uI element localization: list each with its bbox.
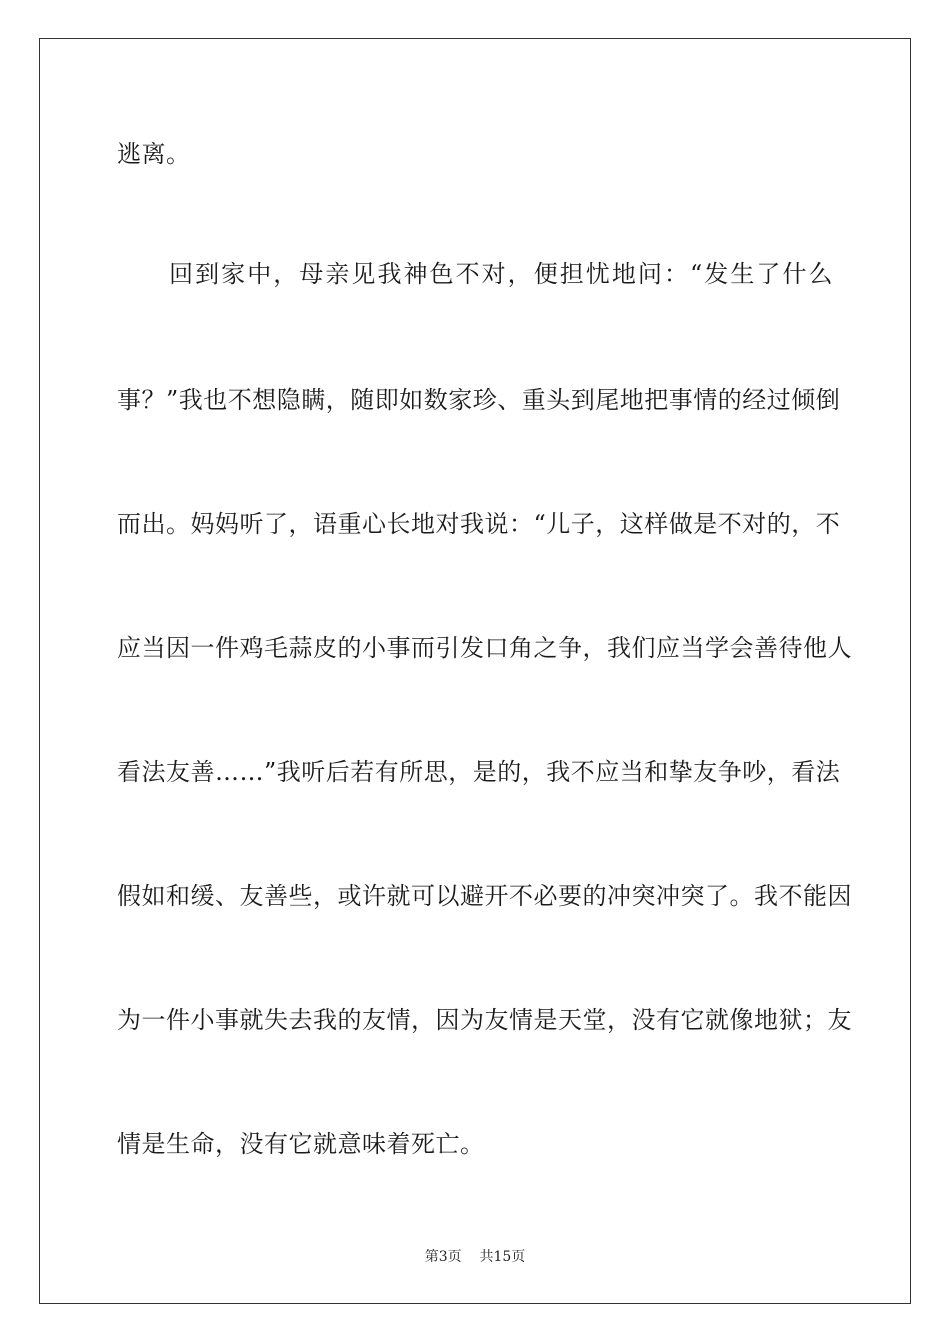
page-number: 第3页: [424, 1249, 462, 1265]
text-line-6: 看法友善……”我听后若有所思，是的，我不应当和挚友争吵，看法: [117, 758, 841, 786]
text-line-8: 为一件小事就失去我的友情，因为友情是天堂，没有它就像地狱；友: [117, 1006, 852, 1034]
text-line-5: 应当因一件鸡毛蒜皮的小事而引发口角之争，我们应当学会善待他人: [117, 634, 852, 662]
text-line-7: 假如和缓、友善些，或许就可以避开不必要的冲突冲突了。我不能因: [117, 882, 852, 910]
text-line-2: 回到家中，母亲见我神色不对，便担忧地问：“发生了什么: [117, 260, 833, 288]
text-line-3: 事？”我也不想隐瞒，随即如数家珍、重头到尾地把事情的经过倾倒: [117, 386, 841, 414]
page-border: [39, 38, 911, 1304]
page-footer: [0, 1248, 950, 1266]
text-line-9: 情是生命，没有它就意味着死亡。: [117, 1130, 485, 1158]
text-line-4: 而出。妈妈听了，语重心长地对我说：“儿子，这样做是不对的，不: [117, 510, 841, 538]
text-line-1: 逃离。: [117, 140, 191, 168]
page-total: 共15页: [479, 1249, 526, 1265]
